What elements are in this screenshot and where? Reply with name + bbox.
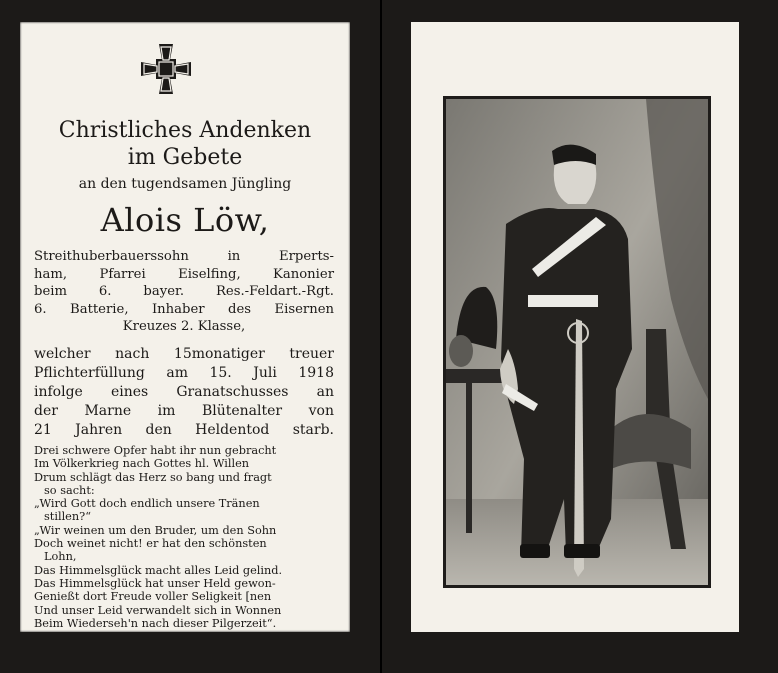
memorial-poem	[34, 444, 334, 630]
deceased-name: Alois Löw,	[100, 201, 270, 239]
notice-line: Pflichterfüllung am 15. Juli 1918	[34, 365, 334, 381]
notice-line: infolge eines Granatschusses an	[34, 384, 334, 400]
dedication-line: an den tugendsamen Jüngling	[78, 176, 292, 192]
poem-line: stillen?“	[44, 510, 91, 524]
heading-line-2: im Gebete	[127, 145, 243, 170]
notice-line: welcher nach 15monatiger treuer	[34, 346, 334, 362]
poem-line: Und unser Leid verwandelt sich in Wonnen	[34, 603, 282, 617]
death-notice	[34, 345, 334, 440]
poem-line: Doch weinet nicht! er hat den schönsten	[34, 537, 267, 551]
bio-line: Kreuzes 2. Klasse,	[122, 319, 246, 335]
poem-line: „Wir weinen um den Bruder, um den Sohn	[34, 523, 277, 537]
heading-line-1: Christliches Andenken	[58, 118, 312, 143]
poem-line: Drum schlägt das Herz so bang und fragt	[34, 470, 272, 484]
poem-line: Lohn,	[44, 550, 77, 564]
poem-line: Das Himmelsglück hat unser Held gewon-	[34, 576, 276, 590]
notice-line: der Marne im Blütenalter von	[34, 403, 334, 419]
poem-line: Beim Wiederseh'n nach dieser Pilgerzeit“.	[34, 616, 277, 630]
bio-line: Streithuberbauerssohn in Erperts-	[34, 249, 334, 264]
poem-line: so sacht:	[44, 483, 95, 497]
bio-line: ham, Pfarrei Eiselfing, Kanonier	[34, 266, 334, 282]
poem-line: Das Himmelsglück macht alles Leid gelind.	[34, 563, 283, 577]
fold-line	[380, 0, 382, 673]
poem-line: Im Völkerkrieg nach Gottes hl. Willen	[34, 457, 250, 471]
bio-line: beim 6. bayer. Res.-Feldart.-Rgt.	[34, 284, 334, 300]
poem-line: Genießt dort Freude voller Seligkeit [nen	[34, 590, 272, 604]
bio-line: 6. Batterie, Inhaber des Eisernen	[34, 301, 334, 317]
poem-line: Drei schwere Opfer habt ihr nun gebracht	[34, 444, 277, 457]
biography	[34, 248, 334, 336]
iron-cross-icon	[139, 42, 193, 96]
notice-line: 21 Jahren den Heldentod starb.	[34, 422, 334, 438]
soldier-portrait	[446, 99, 708, 585]
poem-line: „Wird Gott doch endlich unsere Tränen	[34, 497, 260, 511]
